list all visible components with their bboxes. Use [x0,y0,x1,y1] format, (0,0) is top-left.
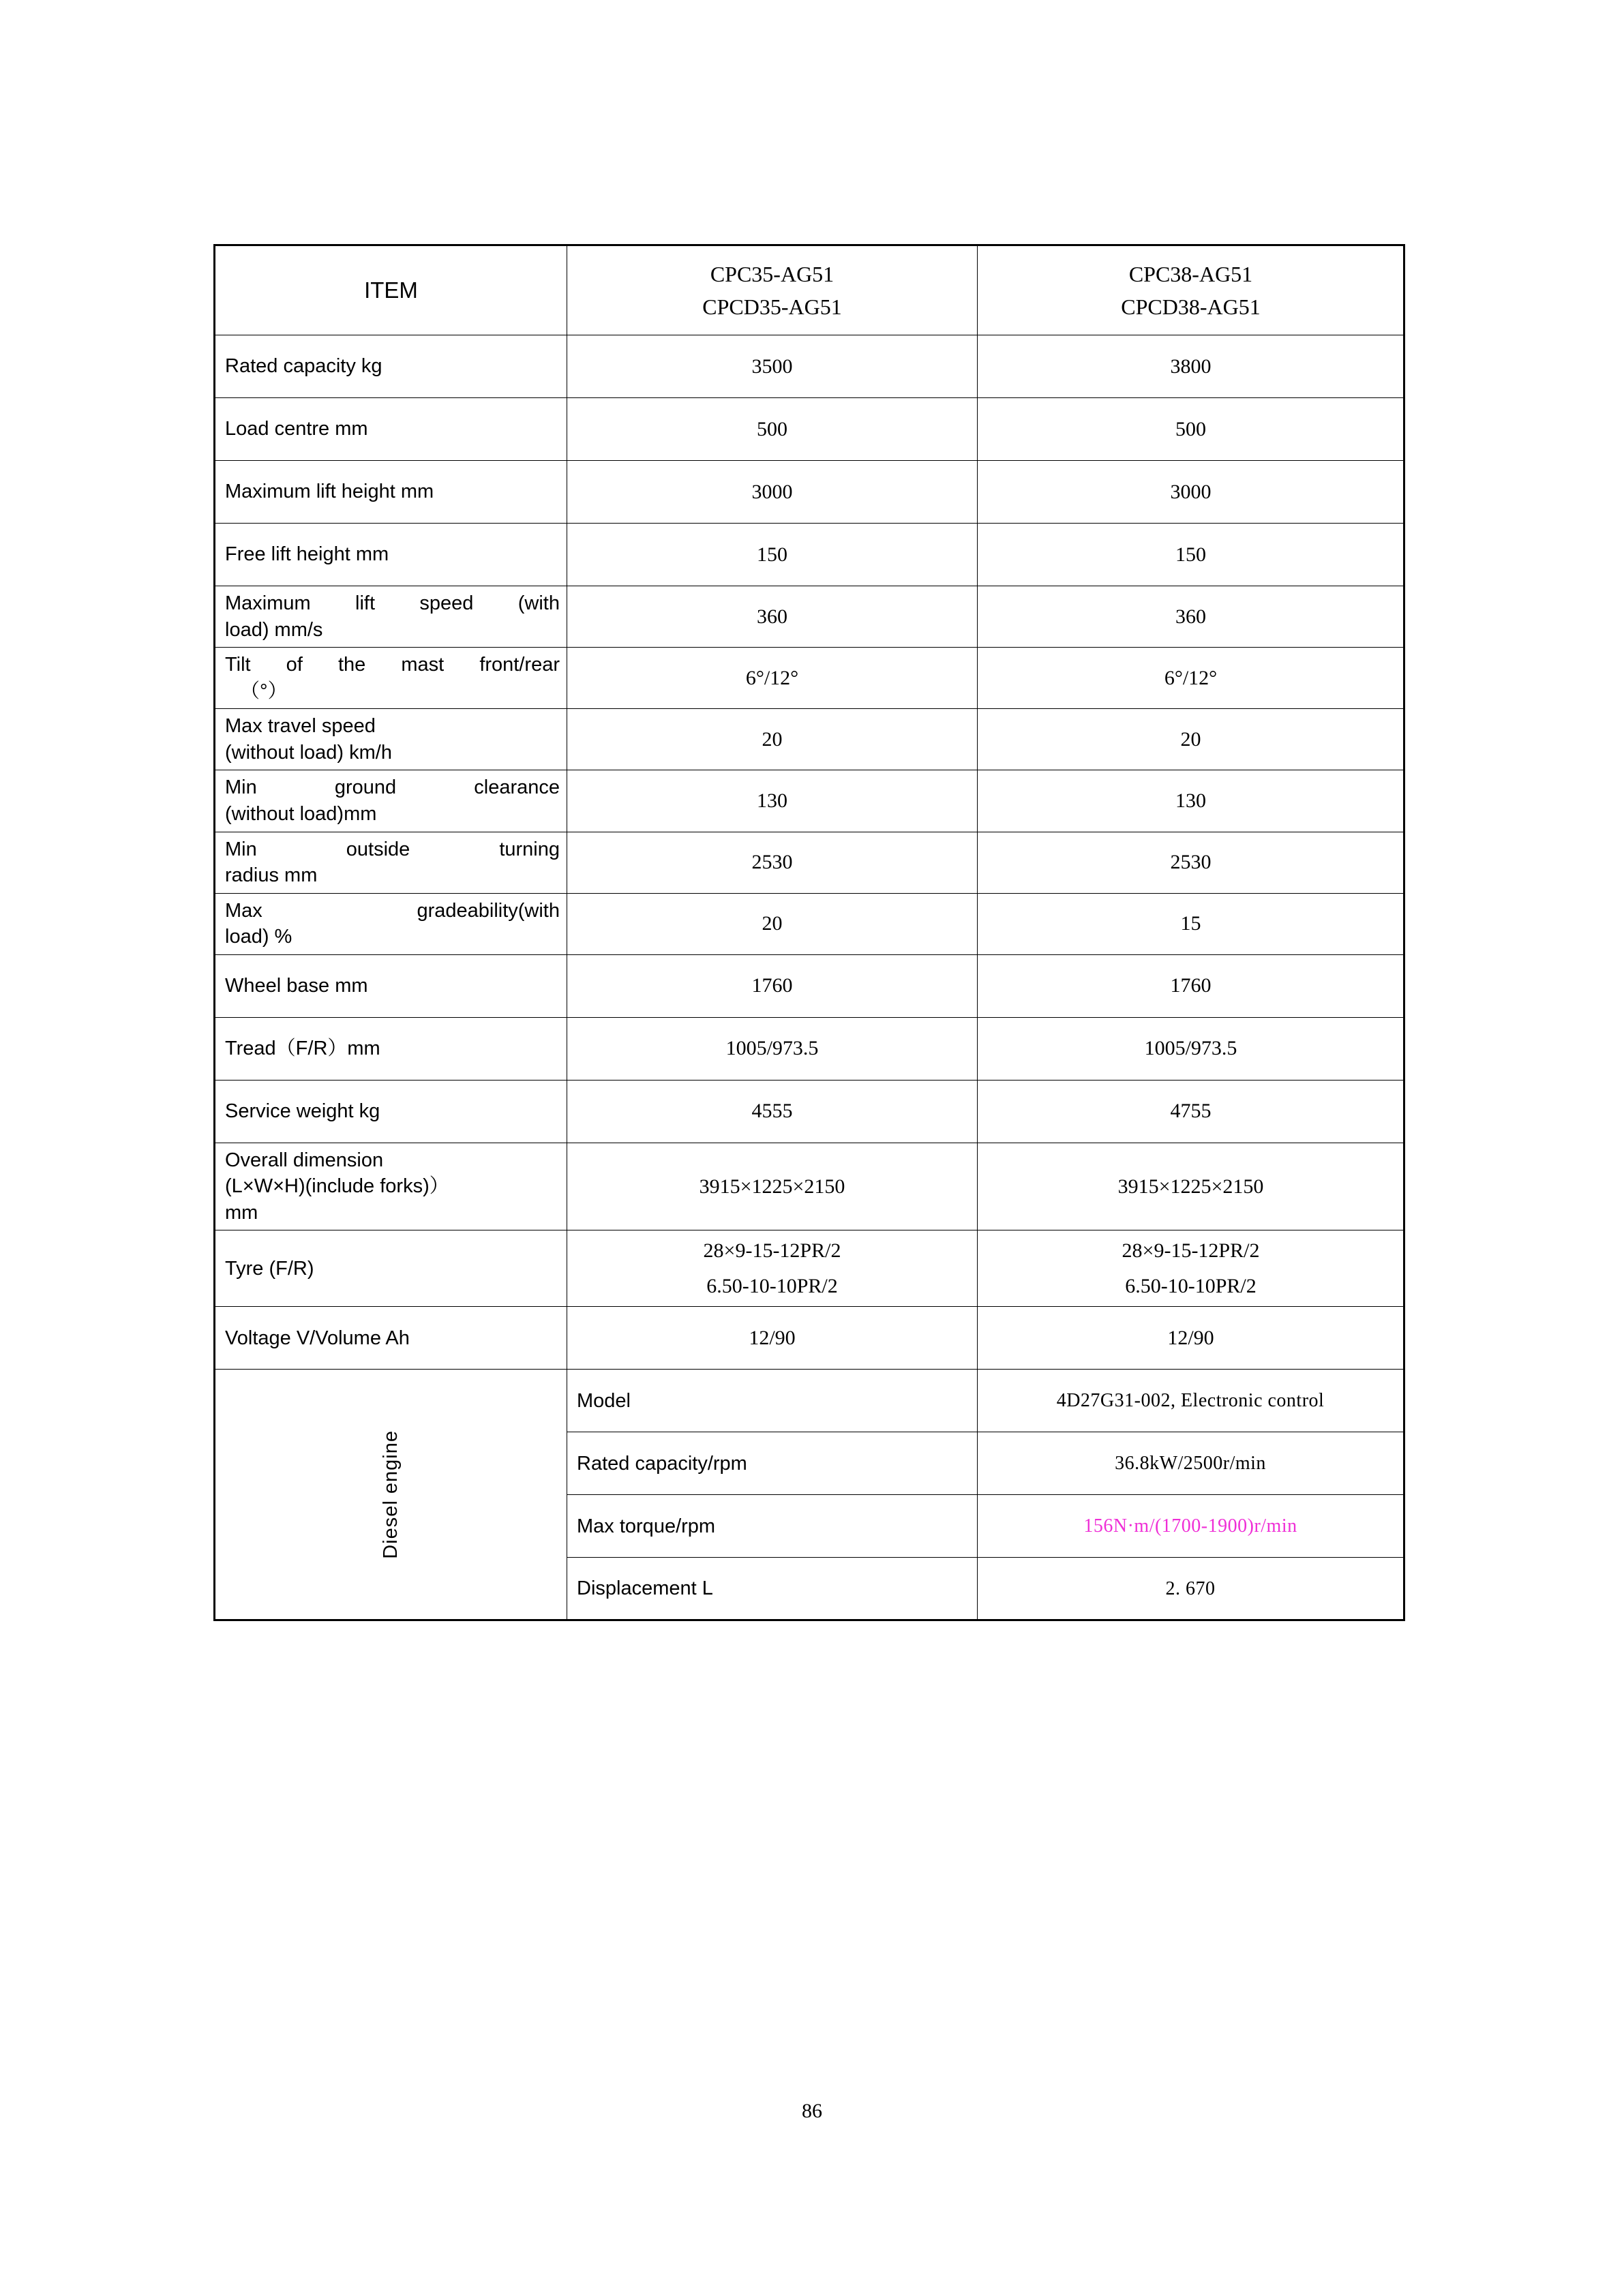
row-label: Free lift height mm [225,543,389,566]
row-value-2-cell [978,524,1404,586]
engine-label: Rated capacity/rpm [577,1452,747,1475]
row-value-1: 20 [762,912,783,935]
row-value-1-line-1: 28×9-15-12PR/2 [703,1239,841,1262]
table-row [215,770,1404,832]
row-value-1: 4555 [751,1100,793,1123]
row-value-2: 360 [1175,605,1206,628]
row-label-cell [215,586,567,648]
row-label: Maximum lift height mm [225,481,434,503]
row-value-1-cell [567,648,978,709]
row-label-line-2: （°） [240,680,288,702]
row-value-1-cell [567,1143,978,1230]
engine-label: Model [577,1389,631,1412]
row-label-cell [215,770,567,832]
row-label-line-1: Max gradeability(with [225,899,560,922]
row-value-1-cell [567,893,978,954]
row-value-1 [567,1231,977,1306]
row-value-2-cell [978,893,1404,954]
row-label: Wheel base mm [225,974,368,997]
engine-row [215,1370,1404,1432]
row-label [215,1143,567,1230]
row-label [215,832,567,893]
row-value-2-cell [978,648,1404,709]
row-value-1-cell [567,398,978,461]
header-model-1-line-2: CPCD35-AG51 [702,294,842,319]
header-model-1-cell [567,245,978,335]
row-label: Rated capacity kg [225,355,382,378]
row-value-1: 3000 [751,480,793,503]
row-value-1-cell [567,586,978,648]
row-value-1-cell [567,832,978,893]
row-value-2-cell [978,709,1404,770]
row-value-1: 3915×1225×2150 [699,1175,845,1198]
table-row [215,1143,1404,1230]
row-label-cell [215,398,567,461]
engine-value: 4D27G31-002, Electronic control [1056,1390,1325,1412]
table-row [215,461,1404,524]
row-label-cell [215,954,567,1017]
row-label-line-2: load) % [225,926,292,948]
row-value-2-cell [978,1143,1404,1230]
row-value-2: 3800 [1170,354,1212,378]
table-row [215,586,1404,648]
row-value-2: 1005/973.5 [1144,1037,1237,1060]
row-label-cell [215,524,567,586]
row-value-2-cell [978,461,1404,524]
row-label-cell [215,1307,567,1370]
row-value-1-cell [567,335,978,398]
row-label [215,586,567,647]
table-row [215,335,1404,398]
header-model-2 [978,258,1404,323]
engine-value: 36.8kW/2500r/min [1115,1453,1266,1475]
row-value-2-cell [978,335,1404,398]
row-label: Service weight kg [225,1100,380,1122]
row-label-cell [215,461,567,524]
row-value-2: 150 [1175,543,1206,566]
row-value-2-line-1: 28×9-15-12PR/2 [1122,1239,1260,1262]
row-value-1: 1005/973.5 [725,1037,819,1060]
row-value-2: 20 [1180,727,1201,751]
row-value-1: 360 [757,605,787,628]
row-label-line-2: load) mm/s [225,618,323,641]
row-value-2 [978,1231,1404,1306]
row-label-cell [215,1230,567,1307]
row-value-1: 2530 [751,851,793,874]
row-value-1: 150 [757,543,787,566]
header-model-2-line-2: CPCD38-AG51 [1121,294,1261,319]
row-value-1-cell [567,770,978,832]
row-value-2-cell [978,1307,1404,1370]
engine-value-cell [978,1558,1404,1620]
engine-value: 2. 670 [1165,1577,1216,1599]
row-label: Tread（F/R）mm [225,1037,380,1059]
table-row [215,1307,1404,1370]
row-label-line-1: Tilt of the mast front/rear [225,654,560,676]
table-row [215,1230,1404,1307]
page-number: 86 [802,2100,822,2122]
row-label-line-1: Min outside turning [225,838,560,860]
engine-value-highlighted: 156N·m/(1700-1900)r/min [1083,1515,1297,1537]
row-value-1-cell [567,524,978,586]
engine-label-cell [567,1370,978,1432]
table-row [215,709,1404,770]
row-label [215,770,567,831]
table-row [215,1080,1404,1143]
row-value-2-cell [978,1017,1404,1080]
row-value-1: 130 [757,789,787,812]
engine-label-cell [567,1495,978,1558]
row-value-2-cell [978,832,1404,893]
table-row [215,1017,1404,1080]
row-label: Tyre (F/R) [225,1257,314,1280]
row-value-2-cell [978,770,1404,832]
engine-value-cell [978,1495,1404,1558]
row-label-cell [215,832,567,893]
row-label-line-3: mm [225,1201,258,1224]
row-value-1: 500 [757,417,787,440]
header-item-cell [215,245,567,335]
engine-value-cell [978,1370,1404,1432]
row-value-2: 1760 [1170,974,1212,997]
table-row [215,398,1404,461]
table-row [215,832,1404,893]
row-value-2-cell [978,398,1404,461]
row-label-line-2: (without load) km/h [225,741,392,764]
row-value-1-cell [567,1230,978,1307]
row-value-2-cell [978,1080,1404,1143]
row-label: Load centre mm [225,418,368,440]
row-label-line-2: (without load)mm [225,802,377,825]
row-label-cell [215,893,567,954]
table-row [215,648,1404,709]
row-label-cell [215,648,567,709]
row-value-2: 500 [1175,417,1206,440]
row-value-1: 3500 [751,354,793,378]
row-value-2: 3915×1225×2150 [1117,1175,1264,1198]
row-value-1: 20 [762,727,783,751]
engine-label: Displacement L [577,1577,713,1600]
row-value-1: 12/90 [749,1326,796,1349]
header-item-label: ITEM [364,277,418,303]
row-label [215,894,567,954]
row-value-2-cell [978,1230,1404,1307]
table-header-row [215,245,1404,335]
row-value-1-cell [567,461,978,524]
row-value-2-cell [978,586,1404,648]
row-value-2: 3000 [1170,480,1212,503]
row-value-1-cell [567,1017,978,1080]
row-value-2-cell [978,954,1404,1017]
row-value-1: 6°/12° [745,666,799,689]
header-model-2-cell [978,245,1404,335]
engine-value-cell [978,1432,1404,1495]
header-model-2-line-1: CPC38-AG51 [1128,262,1253,286]
row-value-1-cell [567,1080,978,1143]
header-model-1 [567,258,977,323]
row-label-line-2: radius mm [225,864,318,887]
row-label-line-1: Max travel speed [225,715,376,738]
specification-table [213,244,1405,1621]
row-value-1-cell [567,1307,978,1370]
engine-label-cell [567,1558,978,1620]
table-row [215,954,1404,1017]
row-label-cell [215,1017,567,1080]
row-label: Voltage V/Volume Ah [225,1327,410,1349]
row-label-line-2: (L×W×H)(include forks)） [225,1175,449,1198]
diesel-engine-group-cell [215,1370,567,1620]
row-value-1-cell [567,709,978,770]
engine-label: Max torque/rpm [577,1515,716,1537]
row-value-2: 4755 [1170,1100,1212,1123]
row-value-1-cell [567,954,978,1017]
table-row [215,524,1404,586]
row-value-1: 1760 [751,974,793,997]
row-value-2: 15 [1180,912,1201,935]
row-label [215,709,567,770]
row-value-2: 6°/12° [1164,666,1218,689]
row-label-cell [215,335,567,398]
header-model-1-line-1: CPC35-AG51 [710,262,834,286]
row-label-line-1: Overall dimension [225,1149,384,1171]
row-label-cell [215,709,567,770]
row-value-1-line-2: 6.50-10-10PR/2 [706,1274,838,1297]
engine-label-cell [567,1432,978,1495]
row-label-line-1: Min ground clearance [225,776,560,799]
row-label-cell [215,1080,567,1143]
diesel-engine-group-label: Diesel engine [380,1430,402,1559]
row-label-line-1: Maximum lift speed (with [225,592,560,614]
row-value-2: 2530 [1170,851,1212,874]
row-label [215,648,567,708]
row-value-2: 12/90 [1167,1326,1214,1349]
table-row [215,893,1404,954]
row-label-cell [215,1143,567,1230]
row-value-2: 130 [1175,789,1206,812]
row-value-2-line-2: 6.50-10-10PR/2 [1125,1274,1257,1297]
